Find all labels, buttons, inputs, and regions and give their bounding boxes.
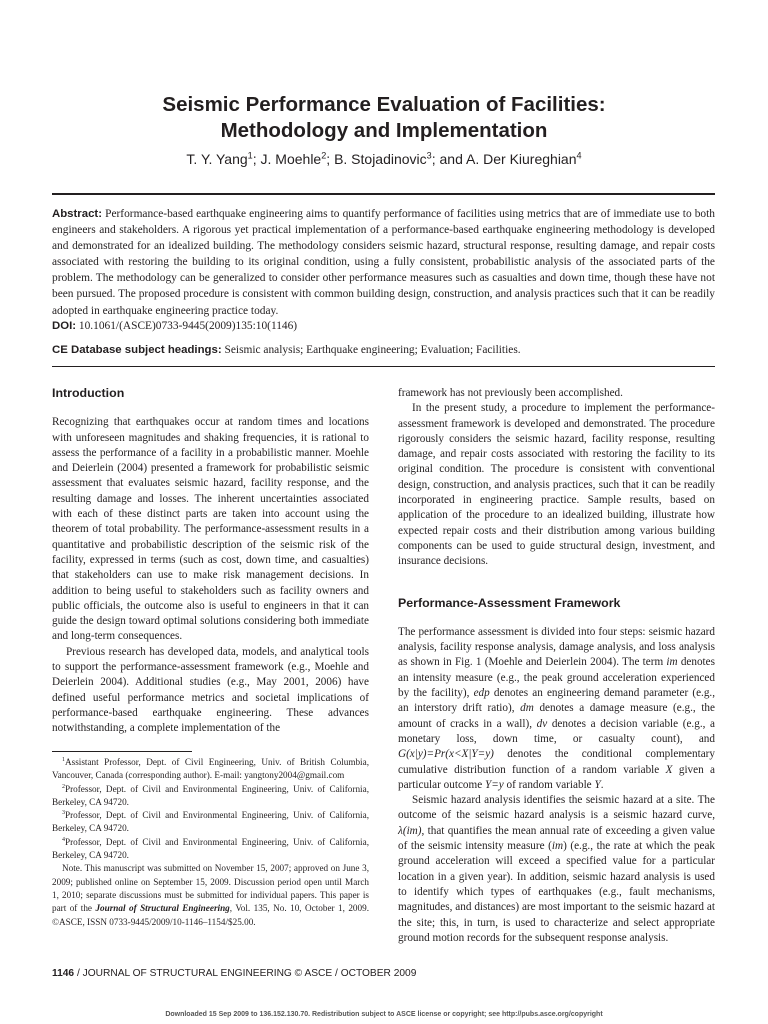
note-text: , Vol. 135, No. 10, October 1, 2009. ©ASCE, ISSN 0733-9445/2009/10-1146–1154/$25.00. — [52, 903, 369, 927]
body-paragraph: framework has not previously been accomplished. — [398, 387, 623, 399]
math-expression: λ(im) — [398, 824, 422, 837]
journal-name: Journal of Structural Engineering — [95, 903, 230, 914]
footnote-mark: 2 — [62, 783, 65, 790]
footnote-text: Professor, Dept. of Civil and Environmental Engineering, Univ. of California, Berkeley, CA 94720. — [52, 836, 369, 861]
math-term: Y=y — [484, 778, 504, 791]
footnote — [52, 809, 369, 836]
affiliation-mark: 4 — [576, 150, 582, 161]
framework-heading: Performance-Assessment Framework — [398, 595, 621, 610]
page-number: 1146 — [52, 968, 75, 979]
author-name: B. Stojadinovic — [334, 151, 427, 167]
framework-paragraph: The performance assessment is divided into four steps: seismic hazard analysis, facility response analysis, damage analysis, and loss analysis as shown in Fig. 1 (Moehle and Deierlein 2004). The term im denotes an intensity measure (e.g., the peak ground acceleration experienced by the facility), edp denotes an engineering demand parameter (e.g., an interstory drift ratio), dm denotes a damage measure (e.g., the amount of cracks in a wall), dv denotes a decision variable (e.g., a monetary loss, down time, or casualty count), and G(x|y)=Pr(x<X|Y=y) denotes the conditional complementary cumulative distribution function of a random variable X given a particular outcome Y=y of random variable Y. — [398, 625, 716, 791]
section-rule — [52, 366, 715, 367]
doi-value: 10.1061/(ASCE)0733-9445(2009)135:10(1146) — [78, 320, 298, 332]
footnote — [52, 783, 369, 810]
subject-headings-label: CE Database subject headings: — [52, 344, 222, 356]
journal-footer: / JOURNAL OF STRUCTURAL ENGINEERING © ASCE / OCTOBER 2009 — [76, 968, 417, 979]
author-list: T. Y. Yang$^1$; J. Moehle$^2$; B. Stojadinovic$^3$; and A. Der Kiureghian$^4$ — [186, 150, 582, 167]
introduction-heading: Introduction — [52, 386, 125, 400]
body-paragraph: In the present study, a procedure to implement the performance-assessment framework is developed and demonstrated. The procedure rigorously considers the seismic hazard, facility response, resulting damage, and repair costs associated with restoring the facility to its original condition. The procedure is consistent with conventional design, construction, and analysis practices, such that it can be readily incorporated in engineering practice. Sample results, based on application of the procedure to an idealized building, illustrate how expected repair costs and their distribution among various building components can be used to guide structural design, investment, and insurance decisions. — [398, 402, 715, 568]
author-name: J. Moehle — [260, 151, 322, 167]
page-footer — [52, 968, 416, 979]
footnote-mark: 3 — [62, 810, 65, 817]
footnote-text: Professor, Dept. of Civil and Environmental Engineering, Univ. of California, Berkeley, CA 94720. — [52, 810, 369, 834]
author-name: T. Y. Yang — [186, 151, 248, 167]
math-term: Y — [594, 778, 601, 791]
submission-note — [52, 862, 369, 928]
download-notice: Downloaded 15 Sep 2009 to 136.152.130.70. Redistribution subject to ASCE license or copyright; see http://pubs.asce.org/copyright — [165, 1011, 603, 1018]
subject-headings-value: Seismic analysis; Earthquake engineering; Evaluation; Facilities. — [224, 344, 521, 356]
footnote-text: Assistant Professor, Dept. of Civil Engineering, Univ. of British Columbia, Vancouver, Canada (corresponding author). E-mail: yangtony2004@gmail.com — [52, 757, 369, 781]
affiliation-mark: 3 — [426, 150, 432, 161]
math-expression: G(x|y)=Pr(x<X|Y=y) — [398, 748, 494, 761]
footnotes — [52, 756, 369, 929]
title-line-1: Seismic Performance Evaluation of Facilities: — [162, 93, 606, 116]
footnote-mark: 4 — [62, 836, 65, 843]
doi-label: DOI: — [52, 320, 77, 332]
abstract — [52, 206, 715, 319]
math-term: dv — [536, 717, 548, 730]
footnote-rule — [52, 751, 192, 752]
introduction-paragraph: Recognizing that earthquakes occur at random times and locations with unforeseen magnitudes and shaking frequencies, it is rational to assess the performance of a facility in a probabilistic manner. Moehle and Deierlein (2004) presented a framework for probabilistic seismic assessment that evaluates seismic hazard, facility response, and the resulting damage and losses. The inherent uncertainties associated with each of these distinct parts are taken into account using the theorem of total probability. The performance-assessment results in a quantitative and probabilistic description of the seismic risk of the facility, expressed in terms (such as cost, down time, and casualties) that stakeholders can use to make risk management decisions. In addition to being useful to stakeholders such as facility owners and public officials, the outcome also is useful to engineers in that it can guide the design toward optimal solutions considering both immediate and long-term consequences. — [52, 416, 369, 643]
title-line-2: Methodology and Implementation — [220, 119, 548, 142]
affiliation-mark: 1 — [247, 150, 253, 161]
math-term: im — [666, 656, 678, 669]
note-text: Note. This manuscript was submitted on November 15, 2007; approved on June 3, 2009; published online on September 15, 2009. Discussion period open until March 1, 2010; separate discussions must be submitted for individual papers. This paper is part of the — [52, 863, 369, 914]
introduction-paragraph: Previous research has developed data, models, and analytical tools to support the performance-assessment framework (e.g., Moehle and Deierlein 2004). Additional studies (e.g., May 2001, 2006) have defined useful performance metrics and societal implications of performance-based earthquake engineering. These advances notwithstanding, a complete implementation of the — [52, 645, 369, 735]
math-term: edp — [473, 687, 490, 700]
right-column — [398, 386, 715, 946]
footnote-text: Professor, Dept. of Civil and Environmental Engineering, Univ. of California, Berkeley, CA 94720. — [52, 783, 369, 807]
footnote — [52, 756, 369, 783]
author-name: A. Der Kiureghian — [466, 151, 577, 167]
left-column — [52, 386, 369, 737]
footnote — [52, 836, 369, 863]
header-rule — [52, 193, 715, 195]
affiliation-mark: 2 — [321, 150, 327, 161]
math-term: X — [665, 763, 673, 776]
abstract-text: Performance-based earthquake engineering aims to quantify performance of facilities using metrics that are of immediate use to both engineers and stakeholders. A rigorous yet practical implementation of a performance-based earthquake engineering methodology is developed and demonstrated for an idealized building. The methodology considers seismic hazard, structural response, resulting damage, and repair costs associated with restoring the building to its original condition, using a fully consistent, probabilistic analysis of the associated parts of the problem. The methodology can be generalized to consider other performance measures such as casualties and down time, though these have not been pursued. The proposed procedure is consistent with common building design, construction, and analysis practices such that it can be readily adopted in earthquake engineering practice today. — [52, 208, 715, 317]
math-term: im — [551, 840, 564, 853]
doi-line — [52, 320, 297, 332]
abstract-label: Abstract: — [52, 208, 103, 220]
math-term: dm — [520, 702, 534, 715]
footnote-mark: 1 — [62, 756, 65, 763]
framework-paragraph: Seismic hazard analysis identifies the seismic hazard at a site. The outcome of the seismic hazard analysis is a seismic hazard curve, λ(im), that quantifies the mean annual rate of exceeding a given value of the seismic intensity measure (im) (e.g., the rate at which the peak ground acceleration will exceed a specified value for a particular location in a given year). In addition, seismic hazard analysis is used to identify which types of earthquakes (e.g., fault mechanisms, magnitudes, and distances) are most important to the seismic hazard at the site; this, in turn, is used to characterize and select appropriate ground motion records for the subsequent response analysis. — [398, 794, 715, 944]
paper-title — [60, 92, 708, 144]
subject-headings-line — [52, 344, 521, 356]
